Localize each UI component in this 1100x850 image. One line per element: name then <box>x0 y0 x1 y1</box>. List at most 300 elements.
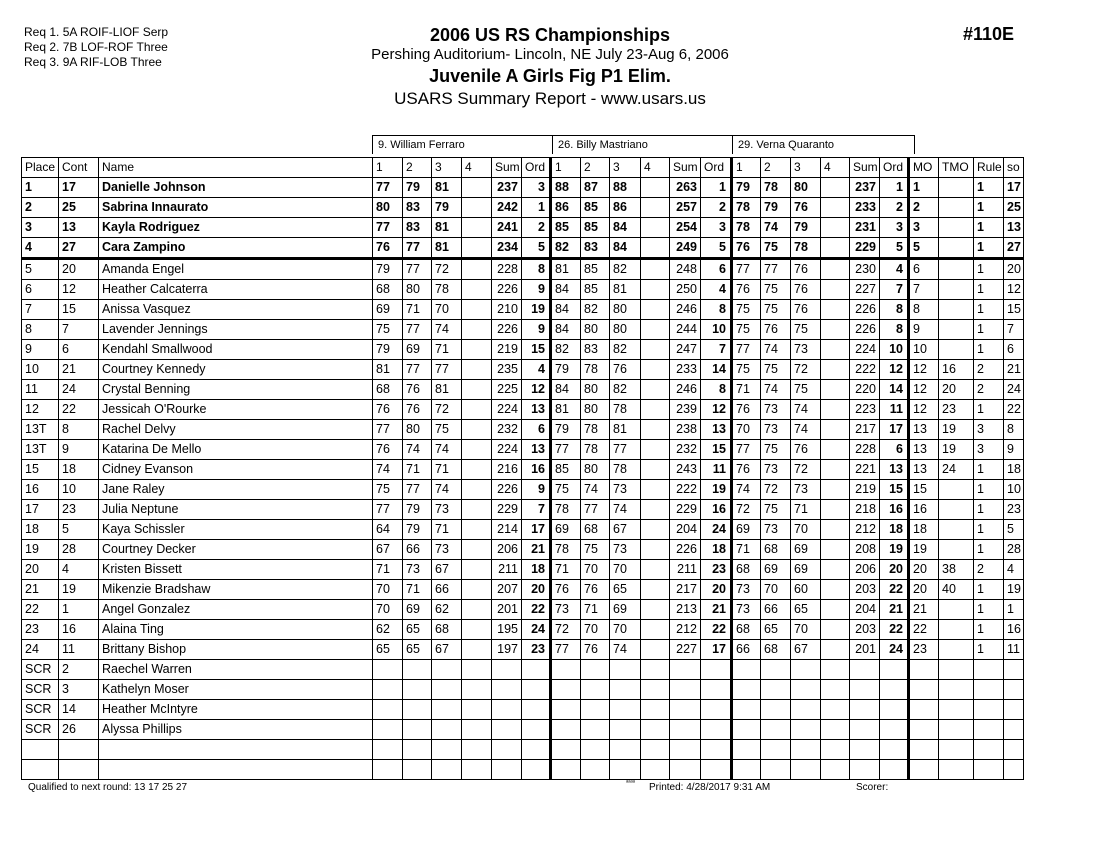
cell-place <box>22 760 59 780</box>
cell-2: 73 <box>403 560 432 580</box>
cell-4 <box>641 660 670 680</box>
cell-3: 70 <box>791 520 821 540</box>
cell-2 <box>761 760 791 780</box>
cell-4 <box>821 700 850 720</box>
cell-3 <box>610 680 641 700</box>
cell-mo: 16 <box>909 500 939 520</box>
cell-name: Amanda Engel <box>99 259 373 280</box>
cell-cont: 15 <box>59 300 99 320</box>
cell-4 <box>821 440 850 460</box>
cell-4 <box>462 500 492 520</box>
cell-mo: 12 <box>909 380 939 400</box>
cell-so <box>1004 660 1024 680</box>
cell-so: 22 <box>1004 400 1024 420</box>
cell-2: 77 <box>403 480 432 500</box>
cell-place: SCR <box>22 660 59 680</box>
cell-2: 74 <box>761 380 791 400</box>
cell-so: 16 <box>1004 620 1024 640</box>
cell-4 <box>462 560 492 580</box>
cell-1: 74 <box>373 460 403 480</box>
cell-1: 75 <box>373 480 403 500</box>
requirement-2: Req 2. 7B LOF-ROF Three <box>24 40 168 54</box>
cell-4 <box>641 480 670 500</box>
cell-4: 4 <box>462 158 492 178</box>
cell-1: 78 <box>551 540 581 560</box>
cell-1: 86 <box>551 198 581 218</box>
table-row <box>22 320 1024 340</box>
cell-ord: 4 <box>522 360 551 380</box>
cell-3: 66 <box>432 580 462 600</box>
cell-2: 87 <box>581 178 610 198</box>
cell-sum <box>850 760 880 780</box>
cell-sum: 235 <box>492 360 522 380</box>
cell-3: 81 <box>610 280 641 300</box>
cell-3: 73 <box>791 480 821 500</box>
cell-cont: 7 <box>59 320 99 340</box>
cell-name: Katarina De Mello <box>99 440 373 460</box>
cell-so: 1 <box>1004 600 1024 620</box>
cell-ord <box>880 740 909 760</box>
cell-so: 6 <box>1004 340 1024 360</box>
table-row <box>22 420 1024 440</box>
table-row <box>22 460 1024 480</box>
cell-1: 82 <box>551 340 581 360</box>
cell-2: 74 <box>761 340 791 360</box>
cell-3: 3 <box>432 158 462 178</box>
cell-4 <box>821 680 850 700</box>
cell-4 <box>641 218 670 238</box>
cell-4 <box>821 238 850 259</box>
cell-sum <box>492 740 522 760</box>
cell-name: Heather Calcaterra <box>99 280 373 300</box>
cell-sum: 227 <box>670 640 701 660</box>
cell-so: 13 <box>1004 218 1024 238</box>
cell-1: 71 <box>732 380 761 400</box>
cell-1 <box>732 760 761 780</box>
cell-2: 70 <box>581 620 610 640</box>
cell-2: 76 <box>581 580 610 600</box>
cell-ord: 7 <box>880 280 909 300</box>
cell-4 <box>641 300 670 320</box>
cell-so: 24 <box>1004 380 1024 400</box>
cell-mo: 9 <box>909 320 939 340</box>
cell-3: 79 <box>432 198 462 218</box>
table-row <box>22 500 1024 520</box>
scorer-label: Scorer: <box>856 782 889 793</box>
cell-4 <box>641 580 670 600</box>
cell-rule: 1 <box>974 259 1004 280</box>
cell-1 <box>732 680 761 700</box>
cell-3: 88 <box>610 178 641 198</box>
cell-2: 77 <box>761 259 791 280</box>
cell-2: 65 <box>403 640 432 660</box>
cell-name: Alaina Ting <box>99 620 373 640</box>
cell-cont: 5 <box>59 520 99 540</box>
cell-4 <box>641 720 670 740</box>
cell-3: 70 <box>791 620 821 640</box>
cell-ord <box>880 700 909 720</box>
cell-ord: 21 <box>522 540 551 560</box>
cell-mo: 3 <box>909 218 939 238</box>
cell-1 <box>551 760 581 780</box>
cell-4 <box>462 280 492 300</box>
cell-sum <box>492 700 522 720</box>
cell-1: 82 <box>551 238 581 259</box>
cell-ord: 16 <box>522 460 551 480</box>
cell-1: 75 <box>732 300 761 320</box>
cell-ord <box>880 760 909 780</box>
cell-cont: 27 <box>59 238 99 259</box>
cell-4 <box>641 340 670 360</box>
cell-ord: 24 <box>522 620 551 640</box>
cell-2 <box>403 740 432 760</box>
cell-sum: 226 <box>670 540 701 560</box>
cell-3: 81 <box>432 238 462 259</box>
cell-so: 7 <box>1004 320 1024 340</box>
cell-1 <box>373 660 403 680</box>
cell-sum: 211 <box>492 560 522 580</box>
cell-sum <box>492 680 522 700</box>
cell-2: 2 <box>761 158 791 178</box>
cell-sum: 204 <box>670 520 701 540</box>
cell-tmo: 23 <box>939 400 974 420</box>
cell-1: 78 <box>732 198 761 218</box>
cell-4 <box>821 178 850 198</box>
cell-ord: 6 <box>701 259 732 280</box>
cell-2: 77 <box>403 259 432 280</box>
cell-1: 77 <box>732 259 761 280</box>
cell-2 <box>403 760 432 780</box>
cell-3 <box>610 700 641 720</box>
cell-3: 81 <box>610 420 641 440</box>
cell-place: 23 <box>22 620 59 640</box>
cell-2: 80 <box>403 280 432 300</box>
cell-ord <box>701 680 732 700</box>
cell-mo: 5 <box>909 238 939 259</box>
cell-2: 83 <box>581 340 610 360</box>
cell-3: 65 <box>791 600 821 620</box>
cell-name: Raechel Warren <box>99 660 373 680</box>
cell-so: 25 <box>1004 198 1024 218</box>
cell-mo: 13 <box>909 460 939 480</box>
cell-rule: 3 <box>974 440 1004 460</box>
cell-1: 79 <box>551 360 581 380</box>
cell-mo: 20 <box>909 580 939 600</box>
cell-sum: 212 <box>670 620 701 640</box>
cell-ord: 8 <box>522 259 551 280</box>
cell-2: 2 <box>581 158 610 178</box>
cell-4 <box>821 480 850 500</box>
cell-sum: 222 <box>670 480 701 500</box>
cell-2: 75 <box>761 238 791 259</box>
cell-3 <box>432 700 462 720</box>
cell-1: 81 <box>373 360 403 380</box>
cell-mo: 18 <box>909 520 939 540</box>
cell-3: 86 <box>610 198 641 218</box>
cell-4 <box>821 320 850 340</box>
cell-1: 1 <box>373 158 403 178</box>
cell-name: Angel Gonzalez <box>99 600 373 620</box>
cell-ord: 9 <box>522 480 551 500</box>
cell-sum <box>492 760 522 780</box>
cell-3: 82 <box>610 259 641 280</box>
cell-2: 69 <box>403 340 432 360</box>
cell-place: 18 <box>22 520 59 540</box>
cell-sum <box>850 700 880 720</box>
cell-name: Alyssa Phillips <box>99 720 373 740</box>
cell-sum: 219 <box>850 480 880 500</box>
cell-rule: 3 <box>974 420 1004 440</box>
cell-so <box>1004 760 1024 780</box>
cell-place: 19 <box>22 540 59 560</box>
cell-sum: 237 <box>492 178 522 198</box>
cell-4 <box>821 640 850 660</box>
cell-ord: 13 <box>880 460 909 480</box>
cell-cont: 23 <box>59 500 99 520</box>
cell-2: 76 <box>761 320 791 340</box>
cell-ord: 19 <box>701 480 732 500</box>
cell-1: 77 <box>373 178 403 198</box>
cell-sum: 211 <box>670 560 701 580</box>
cell-1: 77 <box>732 440 761 460</box>
cell-tmo <box>939 720 974 740</box>
cell-1: 76 <box>732 280 761 300</box>
cell-place: 11 <box>22 380 59 400</box>
cell-tmo <box>939 238 974 259</box>
cell-sum <box>850 680 880 700</box>
cell-ord: 17 <box>880 420 909 440</box>
cell-sum: 217 <box>850 420 880 440</box>
cell-sum: 234 <box>492 238 522 259</box>
table-row <box>22 700 1024 720</box>
cell-cont: 3 <box>59 680 99 700</box>
cell-name: Kayla Rodriguez <box>99 218 373 238</box>
cell-place: 2 <box>22 198 59 218</box>
cell-2: 73 <box>761 420 791 440</box>
cell-1 <box>373 680 403 700</box>
cell-1: 75 <box>732 360 761 380</box>
cell-ord: 12 <box>701 400 732 420</box>
cell-sum: 226 <box>492 280 522 300</box>
cell-tmo: 40 <box>939 580 974 600</box>
cell-cont: 25 <box>59 198 99 218</box>
cell-1: 65 <box>373 640 403 660</box>
cell-sum: 222 <box>850 360 880 380</box>
cell-cont: 21 <box>59 360 99 380</box>
cell-2: 73 <box>761 520 791 540</box>
cell-sum <box>670 720 701 740</box>
cell-mo: 7 <box>909 280 939 300</box>
cell-3: 76 <box>791 280 821 300</box>
cell-cont: 14 <box>59 700 99 720</box>
cell-sum <box>492 720 522 740</box>
table-row <box>22 580 1024 600</box>
cell-ord: Ord <box>522 158 551 178</box>
cell-3: 80 <box>791 178 821 198</box>
cell-2: 71 <box>403 300 432 320</box>
cell-so: 11 <box>1004 640 1024 660</box>
cell-ord <box>701 660 732 680</box>
cell-ord: 21 <box>701 600 732 620</box>
table-row <box>22 560 1024 580</box>
cell-place: 10 <box>22 360 59 380</box>
cell-cont: 26 <box>59 720 99 740</box>
cell-4: 4 <box>821 158 850 178</box>
cell-4 <box>641 259 670 280</box>
cell-2: 80 <box>581 400 610 420</box>
table-row <box>22 660 1024 680</box>
cell-4 <box>821 360 850 380</box>
table-row <box>22 280 1024 300</box>
cell-3: 77 <box>432 360 462 380</box>
cell-4 <box>641 700 670 720</box>
cell-2: 78 <box>581 440 610 460</box>
cell-3: 67 <box>432 560 462 580</box>
cell-2: 83 <box>581 238 610 259</box>
cell-ord: 24 <box>701 520 732 540</box>
cell-sum: 243 <box>670 460 701 480</box>
cell-ord <box>880 720 909 740</box>
cell-2: 75 <box>761 300 791 320</box>
cell-3: 72 <box>791 360 821 380</box>
cell-tmo: 38 <box>939 560 974 580</box>
column-header-row <box>22 158 1024 178</box>
cell-2 <box>403 660 432 680</box>
cell-sum: 247 <box>670 340 701 360</box>
cell-3: 84 <box>610 238 641 259</box>
judge-2-header: 26. Billy Mastriano <box>552 135 733 154</box>
cell-name: Name <box>99 158 373 178</box>
cell-tmo: TMO <box>939 158 974 178</box>
cell-3: 72 <box>791 460 821 480</box>
cell-sum: 237 <box>850 178 880 198</box>
cell-ord: 16 <box>880 500 909 520</box>
cell-ord: Ord <box>880 158 909 178</box>
cell-4 <box>641 420 670 440</box>
cell-2: 77 <box>403 238 432 259</box>
cell-4 <box>462 218 492 238</box>
cell-1: 71 <box>551 560 581 580</box>
cell-sum: 206 <box>850 560 880 580</box>
cell-1: 68 <box>732 620 761 640</box>
venue-line: Pershing Auditorium- Lincoln, NE July 23-Aug 6, 2006 <box>371 46 729 63</box>
cell-ord: 3 <box>522 178 551 198</box>
event-title: Juvenile A Girls Fig P1 Elim. <box>429 66 671 86</box>
cell-4 <box>821 760 850 780</box>
cell-place: 16 <box>22 480 59 500</box>
cell-ord: 21 <box>880 600 909 620</box>
requirement-3: Req 3. 9A RIF-LOB Three <box>24 55 162 69</box>
cell-2 <box>761 720 791 740</box>
cell-3 <box>791 760 821 780</box>
cell-2: 75 <box>761 440 791 460</box>
cell-mo: MO <box>909 158 939 178</box>
cell-name: Rachel Delvy <box>99 420 373 440</box>
cell-sum: 201 <box>850 640 880 660</box>
cell-rule: 1 <box>974 320 1004 340</box>
cell-2: 73 <box>761 400 791 420</box>
cell-cont: 22 <box>59 400 99 420</box>
cell-ord: 8 <box>880 320 909 340</box>
cell-cont: 24 <box>59 380 99 400</box>
cell-4 <box>462 380 492 400</box>
cell-tmo <box>939 340 974 360</box>
cell-4 <box>462 340 492 360</box>
cell-ord: 19 <box>880 540 909 560</box>
cell-cont: 13 <box>59 218 99 238</box>
cell-3: 78 <box>610 460 641 480</box>
cell-1 <box>732 660 761 680</box>
cell-sum: 229 <box>670 500 701 520</box>
cell-2: 68 <box>761 540 791 560</box>
cell-so: 17 <box>1004 178 1024 198</box>
cell-tmo <box>939 760 974 780</box>
cell-ord: 2 <box>880 198 909 218</box>
qualified-list: Qualified to next round: 13 17 25 27 <box>28 782 188 793</box>
cell-rule: 2 <box>974 560 1004 580</box>
cell-3: 67 <box>791 640 821 660</box>
cell-1 <box>373 760 403 780</box>
cell-4 <box>641 440 670 460</box>
cell-place: Place <box>22 158 59 178</box>
cell-ord: 13 <box>522 400 551 420</box>
cell-2: 73 <box>761 460 791 480</box>
cell-mo <box>909 760 939 780</box>
cell-ord <box>522 700 551 720</box>
cell-name: Danielle Johnson <box>99 178 373 198</box>
cell-tmo <box>939 480 974 500</box>
cell-3: 69 <box>610 600 641 620</box>
cell-name: Courtney Kennedy <box>99 360 373 380</box>
cell-mo <box>909 720 939 740</box>
cell-sum <box>850 720 880 740</box>
cell-rule: 1 <box>974 198 1004 218</box>
cell-sum: 207 <box>492 580 522 600</box>
cell-1: 88 <box>551 178 581 198</box>
cell-2: 75 <box>761 280 791 300</box>
cell-3: 79 <box>791 218 821 238</box>
cell-ord: 8 <box>701 380 732 400</box>
cell-sum: 223 <box>850 400 880 420</box>
cell-place: 21 <box>22 580 59 600</box>
cell-3 <box>791 700 821 720</box>
cell-sum: 203 <box>850 580 880 600</box>
cell-name: Julia Neptune <box>99 500 373 520</box>
cell-name: Crystal Benning <box>99 380 373 400</box>
cell-sum: 195 <box>492 620 522 640</box>
cell-sum: 263 <box>670 178 701 198</box>
cell-4 <box>462 540 492 560</box>
table-row <box>22 680 1024 700</box>
cell-1: 76 <box>373 400 403 420</box>
cell-rule: 1 <box>974 238 1004 259</box>
cell-2 <box>761 700 791 720</box>
cell-ord: 15 <box>522 340 551 360</box>
cell-4 <box>462 400 492 420</box>
cell-ord: 20 <box>701 580 732 600</box>
cell-4 <box>821 380 850 400</box>
cell-cont <box>59 740 99 760</box>
cell-4 <box>462 740 492 760</box>
cell-place: 24 <box>22 640 59 660</box>
cell-rule <box>974 760 1004 780</box>
cell-2 <box>581 680 610 700</box>
cell-4 <box>641 360 670 380</box>
cell-4 <box>821 740 850 760</box>
cell-3: 80 <box>610 300 641 320</box>
cell-sum: 208 <box>850 540 880 560</box>
cell-2: 85 <box>581 280 610 300</box>
